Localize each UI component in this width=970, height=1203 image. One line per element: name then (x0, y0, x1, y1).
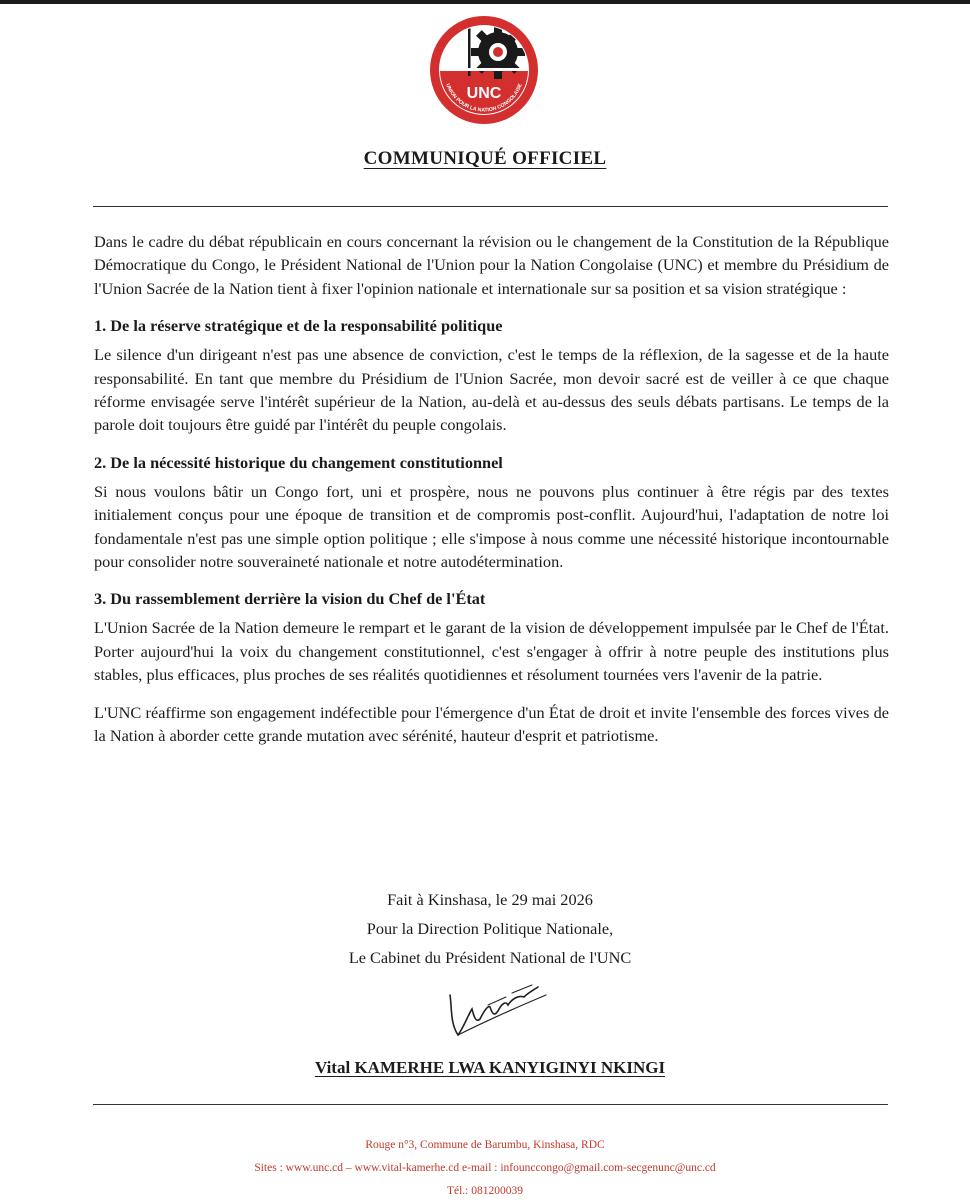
signer-name: Vital KAMERHE LWA KANYIGINYI NKINGI (314, 1058, 666, 1077)
section-2-heading: 2. De la nécessité historique du changement constitutionnel (94, 452, 503, 472)
footer (0, 1134, 970, 1203)
intro-paragraph: Dans le cadre du débat républicain en cours concernant la révision ou le changement de la Constitution de la République Démocratique du Congo, le Président National de l'Union pour la Nation Congolaise (UNC) et membre du Présidium de l'Union Sacrée de la Nation tient à fixer l'opinion nationale et internationale sur sa position et sa vision stratégique : (94, 232, 889, 298)
bottom-divider (93, 1104, 888, 1105)
closing-paragraph: L'UNC réaffirme son engagement indéfectible pour l'émergence d'un État de droit et invite l'ensemble des forces vives de la Nation à aborder cette grande mutation avec sérénité, hauteur d'esprit et patriotisme. (94, 702, 889, 746)
section-2-body: Si nous voulons bâtir un Congo fort, uni et prospère, nous ne pouvons plus continuer à être régis par des textes initialement conçus pour une époque de transition et de compromis post-conflit. Aujourd'hui, l'adaptation de notre loi fondamentale n'est pas une simple option politique ; elle s'impose à nous comme une nécessité historique incontournable pour consolider notre souveraineté nationale et notre autodétermination. (94, 481, 889, 572)
section-1-body: Le silence d'un dirigeant n'est pas une absence de conviction, c'est le temps de la réflexion, de la sagesse et de la haute responsabilité. En tant que membre du Présidium de l'Union Sacrée, mon devoir sacré est de veiller à ce que chaque réforme envisagée serve l'intérêt supérieur de la Nation, au-delà et au-dessus des seuls débats partisans. Le temps de la parole doit toujours être guidé par l'intérêt du peuple congolais. (94, 345, 889, 435)
place-date: Fait à Kinshasa, le 29 mai 2026 (387, 890, 593, 909)
footer-phone: Tél.: 081200039 (446, 1185, 524, 1197)
signer-container (0, 1058, 970, 1078)
handwritten-signature (428, 975, 568, 1045)
signature-block (0, 885, 970, 972)
document-title: COMMUNIQUÉ OFFICIEL (363, 148, 607, 169)
footer-address: Rouge n°3, Commune de Barumbu, Kinshasa, RDC (365, 1139, 605, 1151)
logo-ring-text: UNION POUR LA NATION CONGOLAISE (444, 82, 524, 114)
for-line: Pour la Direction Politique Nationale, (366, 919, 614, 938)
unc-logo (428, 12, 540, 132)
document-body (94, 230, 889, 762)
section-3-body: L'Union Sacrée de la Nation demeure le rempart et le garant de la vision de développement impulsée par le Chef de l'État. Porter aujourd'hui la voix du changement constitutionnel, c'est s'engager à offrir à notre peuple des institutions plus stables, plus efficaces, plus proches de ses réalités quotidiennes et résolument tournées vers l'avenir de la patrie. (94, 618, 889, 685)
section-1-heading: 1. De la réserve stratégique et de la responsabilité politique (94, 316, 503, 336)
top-border (0, 0, 970, 4)
footer-sites: Sites : www.unc.cd – www.vital-kamerhe.cd e-mail : infounccongo@gmail.com-secgenunc@unc.cd (254, 1162, 716, 1174)
top-divider (93, 206, 888, 207)
document-title-container (0, 148, 970, 170)
section-3-heading: 3. Du rassemblement derrière la vision du Chef de l'État (94, 589, 486, 609)
cabinet-line: Le Cabinet du Président National de l'UNC (348, 948, 632, 967)
logo-text: UNC (466, 85, 502, 102)
